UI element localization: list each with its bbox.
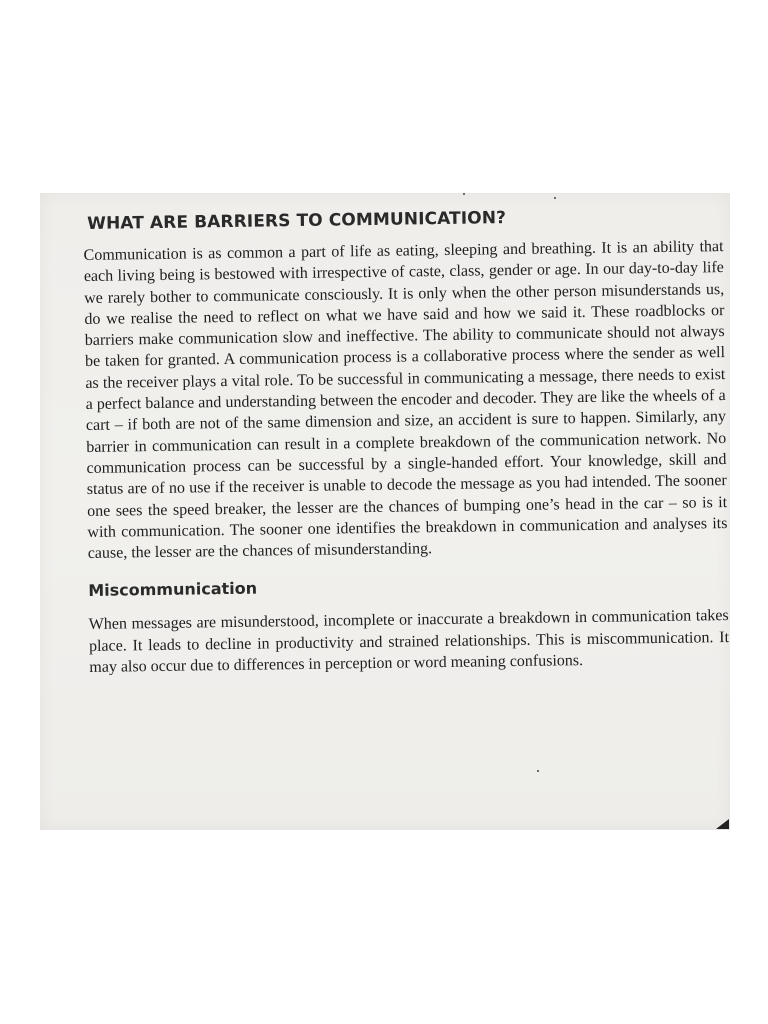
section-paragraph: When messages are misunderstood, incomplete or inaccurate a breakdown in communication takes place. It leads to decline in productivity and strained relationships. This is miscommunication. It may also occur due to differences in perception or word meaning confusions. <box>88 607 730 677</box>
page-content <box>83 204 729 678</box>
intro-paragraph: Communication is as common a part of life as eating, sleeping and breathing. It is an ability that each living being is bestowed with irrespective of caste, class, gender or age. In our day-to-day life we rarely bother to communicate consciously. It is only when the other person misunderstands us, do we realise the need to reflect on what we have said and how we said it. These roadblocks or barriers make communication slow and ineffective. The ability to communicate should not always be taken for granted. A communication process is a collaborative process where the sender as well as the receiver plays a vital role. To be successful in communicating a message, there needs to exist a perfect balance and understanding between the encoder and decoder. They are like the wheels of a cart – if both are not of the same dimension and size, an accident is sure to happen. Similarly, any barrier in communication can result in a complete breakdown of the communication network. No communication process can be successful by a single-handed effort. Your knowledge, skill and status are of no use if the receiver is unable to decode the message as you had intended. The sooner one sees the speed breaker, the lesser are the chances of bumping one’s head in the car – so is it with communication. The sooner one identifies the breakdown in communication and analyses its cause, the lesser are the chances of misunderstanding. <box>83 238 728 563</box>
section-heading: Miscommunication <box>88 579 258 601</box>
scanned-page <box>40 193 730 830</box>
page-corner-mark <box>716 819 729 829</box>
scan-speck <box>463 193 465 195</box>
scan-speck <box>537 770 539 772</box>
scan-speck <box>554 197 556 199</box>
page-heading: WHAT ARE BARRIERS TO COMMUNICATION? <box>87 208 507 234</box>
